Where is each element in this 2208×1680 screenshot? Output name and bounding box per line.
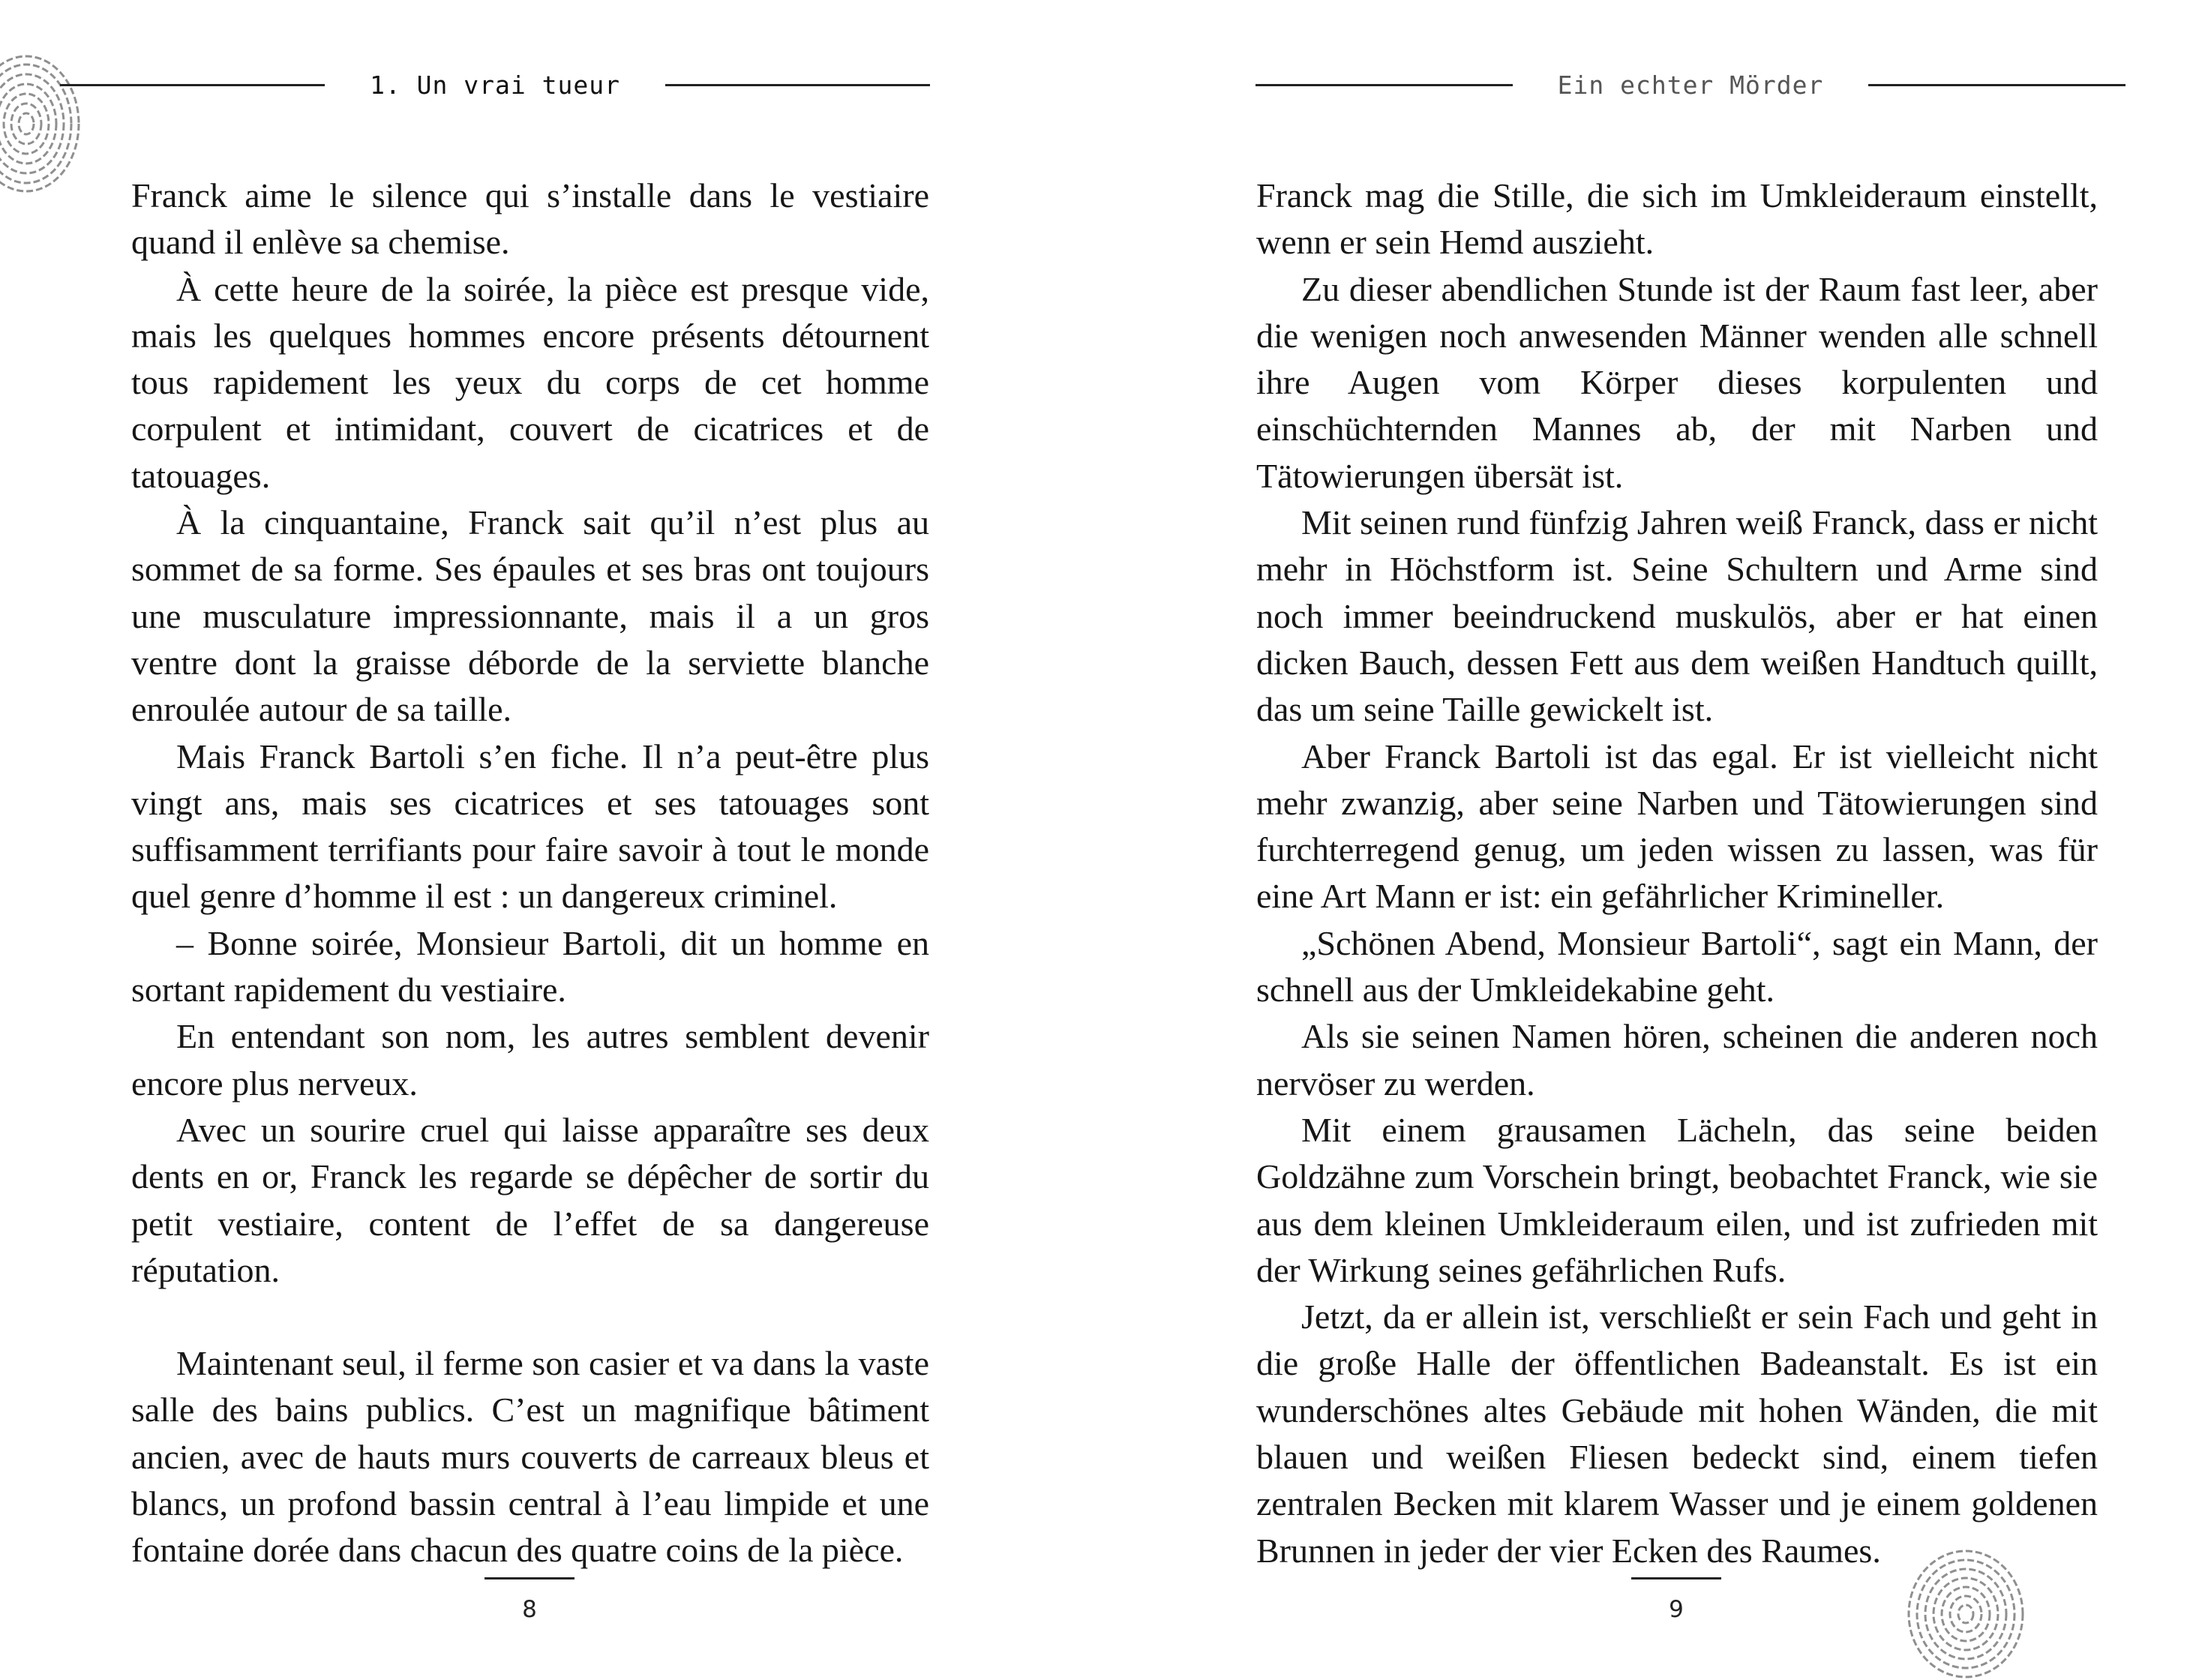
running-header [1256, 68, 2126, 102]
header-rule-right [665, 84, 930, 86]
page-number-text: 9 [1669, 1596, 1684, 1623]
running-header [60, 68, 930, 102]
page-number [484, 1577, 574, 1623]
folio-rule [484, 1577, 574, 1580]
paragraph: Maintenant seul, il ferme son casier et va dans la vaste salle des bains publics. C’est un magnifique bâtiment ancien, avec de hauts murs couverts de carreaux bleus et blancs, un profond bassin central à l’eau limpide et une fontaine dorée dans chacun des quatre coins de la pièce. [131, 1344, 929, 1570]
page-number [1631, 1577, 1721, 1623]
body-text [1256, 172, 2098, 1574]
paragraph: Avec un sourire cruel qui laisse apparaître ses deux dents en or, Franck les regarde se dépêcher de sortir du petit vestiaire, content de l’effet de sa dangereuse réputation. [131, 1110, 929, 1289]
body-text [131, 172, 929, 1574]
paragraph: Zu dieser abendlichen Stunde ist der Raum fast leer, aber die wenigen noch anwesenden Männer wenden alle schnell ihre Augen vom Körper dieses korpulenten und einschüchternden Mannes ab, der mit Narben und Tätowierungen übersät ist. [1256, 269, 2098, 495]
right-page [1104, 0, 2208, 1680]
header-rule-left [60, 84, 325, 86]
paragraph: À cette heure de la soirée, la pièce est presque vide, mais les quelques hommes encore présents détournent tous rapidement les yeux du corps de cet homme corpulent et intimidant, couvert de cicatrices et de tatouages. [131, 269, 929, 495]
fingerprint-icon [1902, 1545, 2030, 1680]
paragraph: Franck aime le silence qui s’installe dans le vestiaire quand il enlève sa chemise. [131, 176, 929, 262]
paragraph: Jetzt, da er allein ist, verschließt er sein Fach und geht in die große Halle der öffentlichen Badeanstalt. Es ist ein wunderschönes altes Gebäude mit hohen Wänden, die mit blauen und weißen Fliesen bedeckt sind, einem tiefen zentralen Becken mit klarem Wasser und je einem goldenen Brunnen in jeder der vier Ecken des Raumes. [1256, 1298, 2098, 1570]
paragraph: En entendant son nom, les autres semblent devenir encore plus nerveux. [131, 1017, 929, 1102]
folio-rule [1631, 1577, 1721, 1580]
paragraph: Mit seinen rund fünfzig Jahren weiß Franck, dass er nicht mehr in Höchstform ist. Seine Schultern und Arme sind noch immer beeindruckend muskulös, aber er hat einen dicken Bauch, dessen Fett aus dem weißen Handtuch quillt, das um seine Taille gewickelt ist. [1256, 503, 2098, 729]
chapter-title: 1. Un vrai tueur [370, 70, 620, 100]
header-rule-right [1868, 84, 2126, 86]
paragraph: À la cinquantaine, Franck sait qu’il n’est plus au sommet de sa forme. Ses épaules et ses bras ont toujours une musculature impressionnante, mais il a un gros ventre dont la graisse déborde de la serviette blanche enroulée autour de sa taille. [131, 503, 929, 729]
paragraph: Mit einem grausamen Lächeln, das seine beiden Goldzähne zum Vorschein bringt, beobachtet Franck, wie sie aus dem kleinen Umkleideraum eilen, und ist zufrieden mit der Wirkung seines gefährlichen Rufs. [1256, 1110, 2098, 1289]
paragraph: Als sie seinen Namen hören, scheinen die anderen noch nervöser zu werden. [1256, 1017, 2098, 1102]
paragraph: Mais Franck Bartoli s’en fiche. Il n’a peut-être plus vingt ans, mais ses cicatrices et ses tatouages sont suffisamment terrifiants pour faire savoir à tout le monde quel genre d’homme il est : un dangereux criminel. [131, 736, 929, 916]
paragraph: Franck mag die Stille, die sich im Umkleideraum einstellt, wenn er sein Hemd auszieht. [1256, 176, 2098, 262]
page-number-text: 8 [522, 1596, 537, 1623]
paragraph: – Bonne soirée, Monsieur Bartoli, dit un homme en sortant rapidement du vestiaire. [131, 923, 929, 1010]
header-rule-left [1256, 84, 1513, 86]
paragraph: „Schönen Abend, Monsieur Bartoli“, sagt ein Mann, der schnell aus der Umkleidekabine geht. [1256, 923, 2098, 1010]
paragraph: Aber Franck Bartoli ist das egal. Er ist vielleicht nicht mehr zwanzig, aber seine Narben und Tätowierungen sind furchterregend genug, um jeden wissen zu lassen, was für eine Art Mann er ist: ein gefährlicher Krimineller. [1256, 736, 2098, 916]
chapter-title: Ein echter Mörder [1557, 70, 1824, 100]
